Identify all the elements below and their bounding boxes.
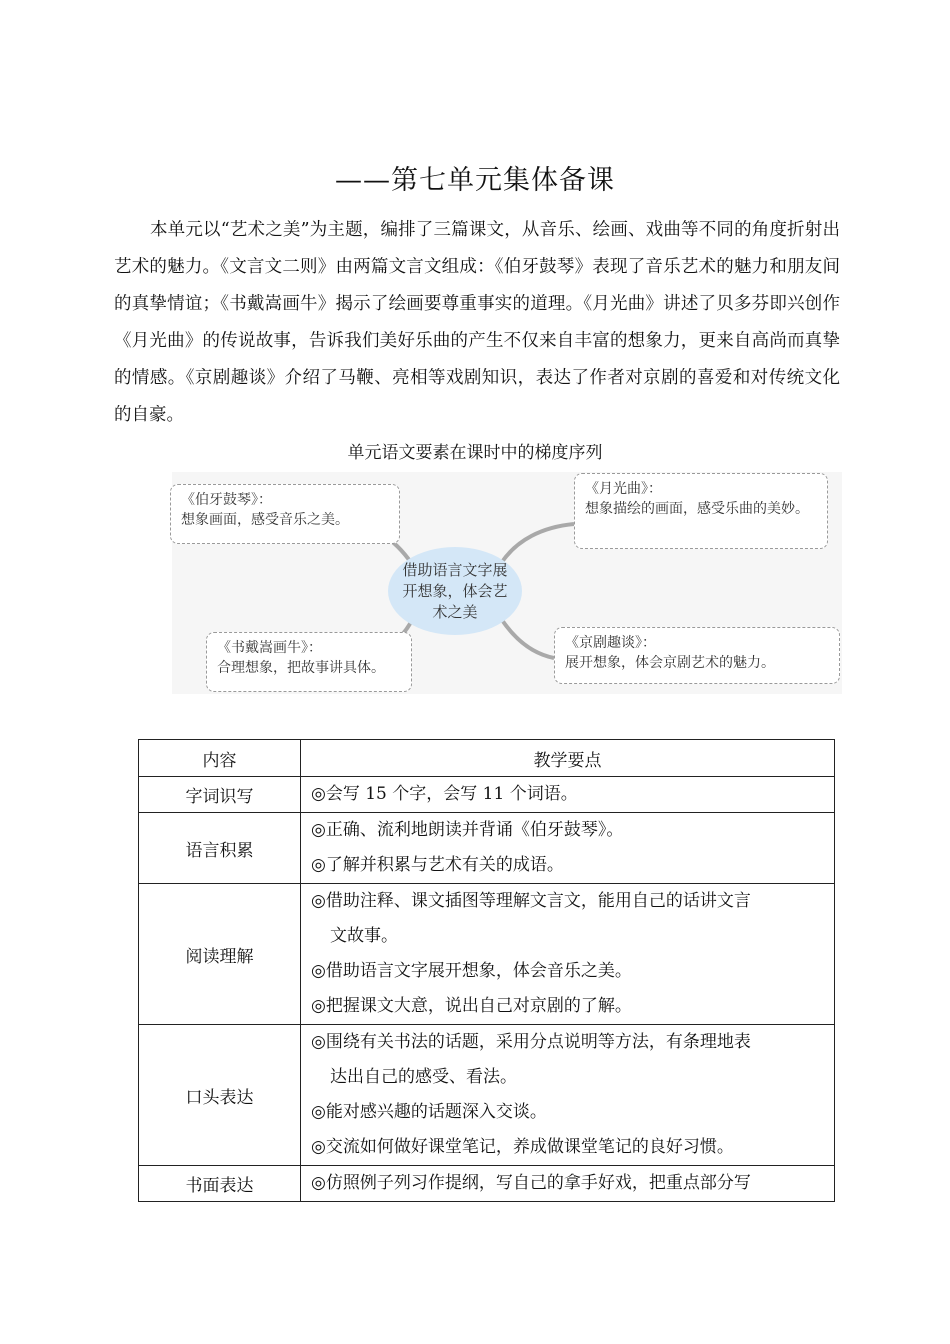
diagram-caption: 单元语文要素在课时中的梯度序列 bbox=[347, 443, 603, 463]
box-jingju-qutan bbox=[554, 627, 840, 684]
box-yueguangqu-title: 《月光曲》： bbox=[585, 481, 662, 497]
page-title: ——第七单元集体备课 bbox=[335, 165, 615, 196]
teaching-point bbox=[311, 884, 826, 954]
teaching-point-line: ◎了解并积累与艺术有关的成语。 bbox=[311, 855, 564, 875]
teaching-point-line: ◎能对感兴趣的话题深入交谈。 bbox=[311, 1102, 547, 1122]
teaching-point bbox=[311, 1130, 826, 1165]
table-body bbox=[139, 777, 835, 1202]
intro-text: 本单元以“艺术之美”为主题，编排了三篇课文，从音乐、绘画、戏曲等不同的角度折射出艺术的魅力。《文言文二则》由两篇文言文组成：《伯牙鼓琴》表现了音乐艺术的魅力和朋友间的真挚情谊；《书戴嵩画牛》揭示了绘画要尊重事实的道理。《月光曲》讲述了贝多芬即兴创作《月光曲》的传说故事，告诉我们美好乐曲的产生不仅来自丰富的想象力，更来自高尚而真挚的情感。《京剧趣谈》介绍了马鞭、亮相等戏剧知识，表达了作者对京剧的喜爱和对传统文化的自豪。 bbox=[114, 220, 840, 425]
teaching-point-line: ◎仿照例子列习作提纲，写自己的拿手好戏，把重点部分写 bbox=[311, 1173, 751, 1193]
table-row bbox=[139, 813, 835, 884]
teaching-point-line: ◎正确、流利地朗读并背诵《伯牙鼓琴》。 bbox=[311, 820, 624, 840]
connector-bottom-right bbox=[502, 620, 554, 658]
row-points bbox=[301, 813, 835, 884]
row-label: 语言积累 bbox=[139, 813, 301, 884]
row-points bbox=[301, 1025, 835, 1166]
row-label: 阅读理解 bbox=[139, 884, 301, 1025]
box-boya-guqin-title: 《伯牙鼓琴》： bbox=[181, 492, 272, 508]
teaching-point bbox=[311, 1095, 826, 1130]
box-shudaisong-huaniu-text: 合理想象，把故事讲具体。 bbox=[217, 660, 385, 676]
teaching-point-line: 达出自己的感受、看法。 bbox=[330, 1067, 517, 1087]
box-shudaisong-huaniu bbox=[206, 632, 412, 692]
table-row bbox=[139, 777, 835, 813]
teaching-point-line: ◎会写 15 个字，会写 11 个词语。 bbox=[311, 784, 578, 804]
box-shudaisong-huaniu-title: 《书戴嵩画牛》： bbox=[217, 640, 322, 656]
intro-paragraph bbox=[114, 212, 840, 434]
teaching-point bbox=[311, 1166, 826, 1201]
box-jingju-qutan-title: 《京剧趣谈》： bbox=[565, 635, 656, 651]
teaching-point bbox=[311, 777, 826, 812]
central-theme: 借助语言文字展开想象，体会艺术之美 bbox=[388, 547, 522, 635]
mind-map-diagram bbox=[172, 472, 842, 694]
box-jingju-qutan-text: 展开想象，体会京剧艺术的魅力。 bbox=[565, 655, 775, 671]
teaching-point-line: 文故事。 bbox=[330, 926, 398, 946]
box-boya-guqin-text: 想象画面，感受音乐之美。 bbox=[181, 512, 349, 528]
teaching-point-line: ◎围绕有关书法的话题，采用分点说明等方法，有条理地表 bbox=[311, 1032, 751, 1052]
box-boya-guqin bbox=[170, 484, 400, 544]
table-header-row bbox=[139, 740, 835, 777]
box-yueguangqu bbox=[574, 473, 828, 549]
table-row bbox=[139, 1025, 835, 1166]
table-row bbox=[139, 1166, 835, 1202]
teaching-point bbox=[311, 813, 826, 848]
teaching-points-table bbox=[138, 739, 835, 1202]
row-label: 书面表达 bbox=[139, 1166, 301, 1202]
teaching-point bbox=[311, 954, 826, 989]
row-points bbox=[301, 1166, 835, 1202]
box-yueguangqu-text: 想象描绘的画面，感受乐曲的美妙。 bbox=[585, 501, 809, 517]
row-points bbox=[301, 884, 835, 1025]
row-label: 口头表达 bbox=[139, 1025, 301, 1166]
row-label: 字词识写 bbox=[139, 777, 301, 813]
header-teaching-points: 教学要点 bbox=[301, 740, 835, 777]
teaching-point bbox=[311, 1025, 826, 1095]
teaching-point bbox=[311, 848, 826, 883]
header-content: 内容 bbox=[139, 740, 301, 777]
table-row bbox=[139, 884, 835, 1025]
teaching-point-line: ◎借助注释、课文插图等理解文言文，能用自己的话讲文言 bbox=[311, 891, 751, 911]
teaching-point-line: ◎把握课文大意，说出自己对京剧的了解。 bbox=[311, 996, 632, 1016]
teaching-point-line: ◎交流如何做好课堂笔记，养成做课堂笔记的良好习惯。 bbox=[311, 1137, 734, 1157]
teaching-point bbox=[311, 989, 826, 1024]
row-points bbox=[301, 777, 835, 813]
teaching-point-line: ◎借助语言文字展开想象，体会音乐之美。 bbox=[311, 961, 632, 981]
connector-top-right bbox=[502, 524, 574, 562]
